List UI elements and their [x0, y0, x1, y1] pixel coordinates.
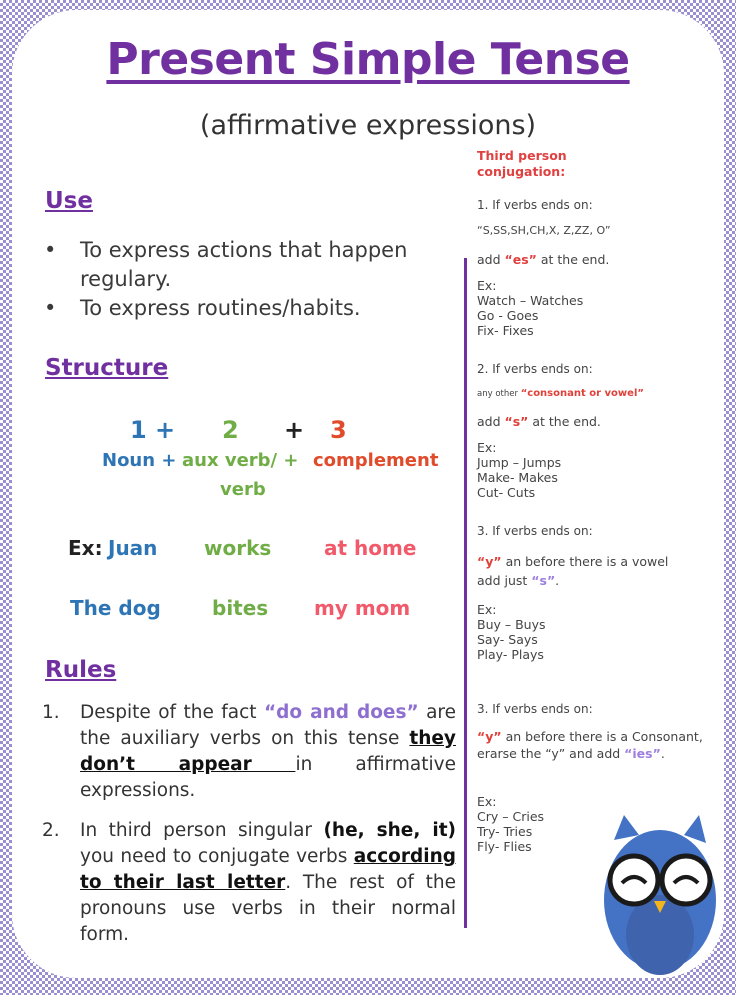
rule-1-part-b: are the auxiliary verbs on this tense — [80, 702, 457, 749]
side-3-title: 3. If verbs ends on: — [477, 524, 593, 538]
side-1-examples — [477, 278, 722, 338]
rule-1-text — [80, 700, 456, 804]
complement-label: complement — [313, 450, 439, 471]
side-2-ex-2: Make- Makes — [477, 470, 558, 485]
side-1-ex-1: Watch – Watches — [477, 293, 584, 308]
example-1-complement: at home — [324, 536, 417, 560]
side-3-examples — [477, 602, 722, 662]
side-4-ex-1: Cry – Cries — [477, 809, 545, 824]
rule-2-part-c: . The rest of the pronouns use verbs in their normal form. — [80, 872, 456, 945]
example-2-verb: bites — [212, 596, 269, 620]
structure-number-2: 2 — [222, 416, 239, 444]
example-1-verb: works — [204, 536, 272, 560]
side-1-title: 1. If verbs ends on: — [477, 198, 593, 212]
side-2-add: add “s” at the end. — [477, 414, 601, 429]
side-1-add-q: “es” — [504, 252, 537, 267]
rule-1 — [42, 700, 456, 804]
aux-verb-label: aux verb/ + — [182, 450, 299, 471]
side-1-ex-label: Ex: — [477, 278, 497, 293]
rule-1-part-c: in affirmative expressions. — [80, 754, 456, 801]
verb-label: verb — [220, 479, 266, 500]
use-heading: Use — [45, 188, 93, 214]
use-bullet-1: • To express actions that happen regulary. — [42, 236, 452, 294]
side-2-ex-label: Ex: — [477, 440, 497, 455]
side-2-examples — [477, 440, 722, 500]
side-4-ex-3: Fly- Flies — [477, 839, 532, 854]
side-3-ex-1: Buy – Buys — [477, 617, 546, 632]
side-2-any: any other “consonant or vowel” — [477, 388, 644, 399]
rule-2-part-a: In third person singular — [80, 820, 324, 841]
side-1-ex-2: Go - Goes — [477, 308, 539, 323]
example-2-subject: The dog — [70, 596, 161, 620]
sidebar-divider — [464, 258, 467, 928]
rule-2-part-b: you need to conjugate verbs — [80, 846, 354, 867]
rule-2-underlined: according to their last letter — [80, 846, 456, 893]
side-4-ex-2: Try- Tries — [477, 824, 533, 839]
rule-1-number: 1. — [42, 702, 60, 723]
rule-2-text — [80, 818, 456, 948]
sidebar-heading — [477, 148, 722, 180]
rule-2-pronouns: (he, she, it) — [323, 820, 456, 841]
rule-2-number: 2. — [42, 820, 60, 841]
side-2-ex-3: Cut- Cuts — [477, 485, 536, 500]
rule-1-part-a: Despite of the fact — [80, 702, 264, 723]
use-bullet-2: • To express routines/habits. — [42, 294, 452, 323]
example-prefix: Ex: — [68, 536, 103, 560]
side-3-ex-3: Play- Plays — [477, 647, 544, 662]
side-4-text: “y” an before there is a Consonant, erarse the “y” and add “ies”. — [477, 729, 703, 761]
side-3-ex-2: Say- Says — [477, 632, 538, 647]
sidebar-heading-line-1: Third person — [477, 148, 567, 163]
side-4-ex-label: Ex: — [477, 794, 497, 809]
rule-2 — [42, 818, 456, 948]
structure-heading: Structure — [45, 355, 169, 381]
rules-heading: Rules — [45, 657, 117, 683]
side-1-add — [477, 252, 722, 267]
side-1-endings: “S,SS,SH,CH,X, Z,ZZ, O” — [477, 224, 611, 237]
structure-plus: + — [284, 416, 305, 444]
side-1-ex-3: Fix- Fixes — [477, 323, 534, 338]
example-2-complement: my mom — [314, 596, 411, 620]
side-3-text: “y” an before there is a vowel add just “s”. — [477, 554, 669, 588]
side-3-ex-label: Ex: — [477, 602, 497, 617]
side-1-add-b: at the end. — [536, 252, 610, 267]
side-1-add-a: add — [477, 252, 505, 267]
structure-number-1: 1 + — [130, 416, 176, 444]
noun-label: Noun + — [102, 450, 177, 471]
side-2-ex-1: Jump – Jumps — [477, 455, 562, 470]
side-2-title: 2. If verbs ends on: — [477, 362, 593, 376]
use-bullets — [42, 236, 452, 323]
poster-card — [12, 10, 724, 978]
page-title: Present Simple Tense — [106, 34, 630, 85]
rule-1-quote: “do and does” — [263, 702, 419, 723]
side-4-title: 3. If verbs ends on: — [477, 702, 593, 716]
sidebar-heading-line-2: conjugation: — [477, 164, 566, 179]
example-1-subject: Juan — [108, 536, 158, 560]
structure-number-3: 3 — [330, 416, 347, 444]
owl-illustration — [584, 805, 724, 978]
page-subtitle: (affirmative expressions) — [199, 110, 537, 141]
structure-noun — [102, 450, 176, 471]
rule-1-underlined: they don’t appear — [80, 728, 456, 775]
